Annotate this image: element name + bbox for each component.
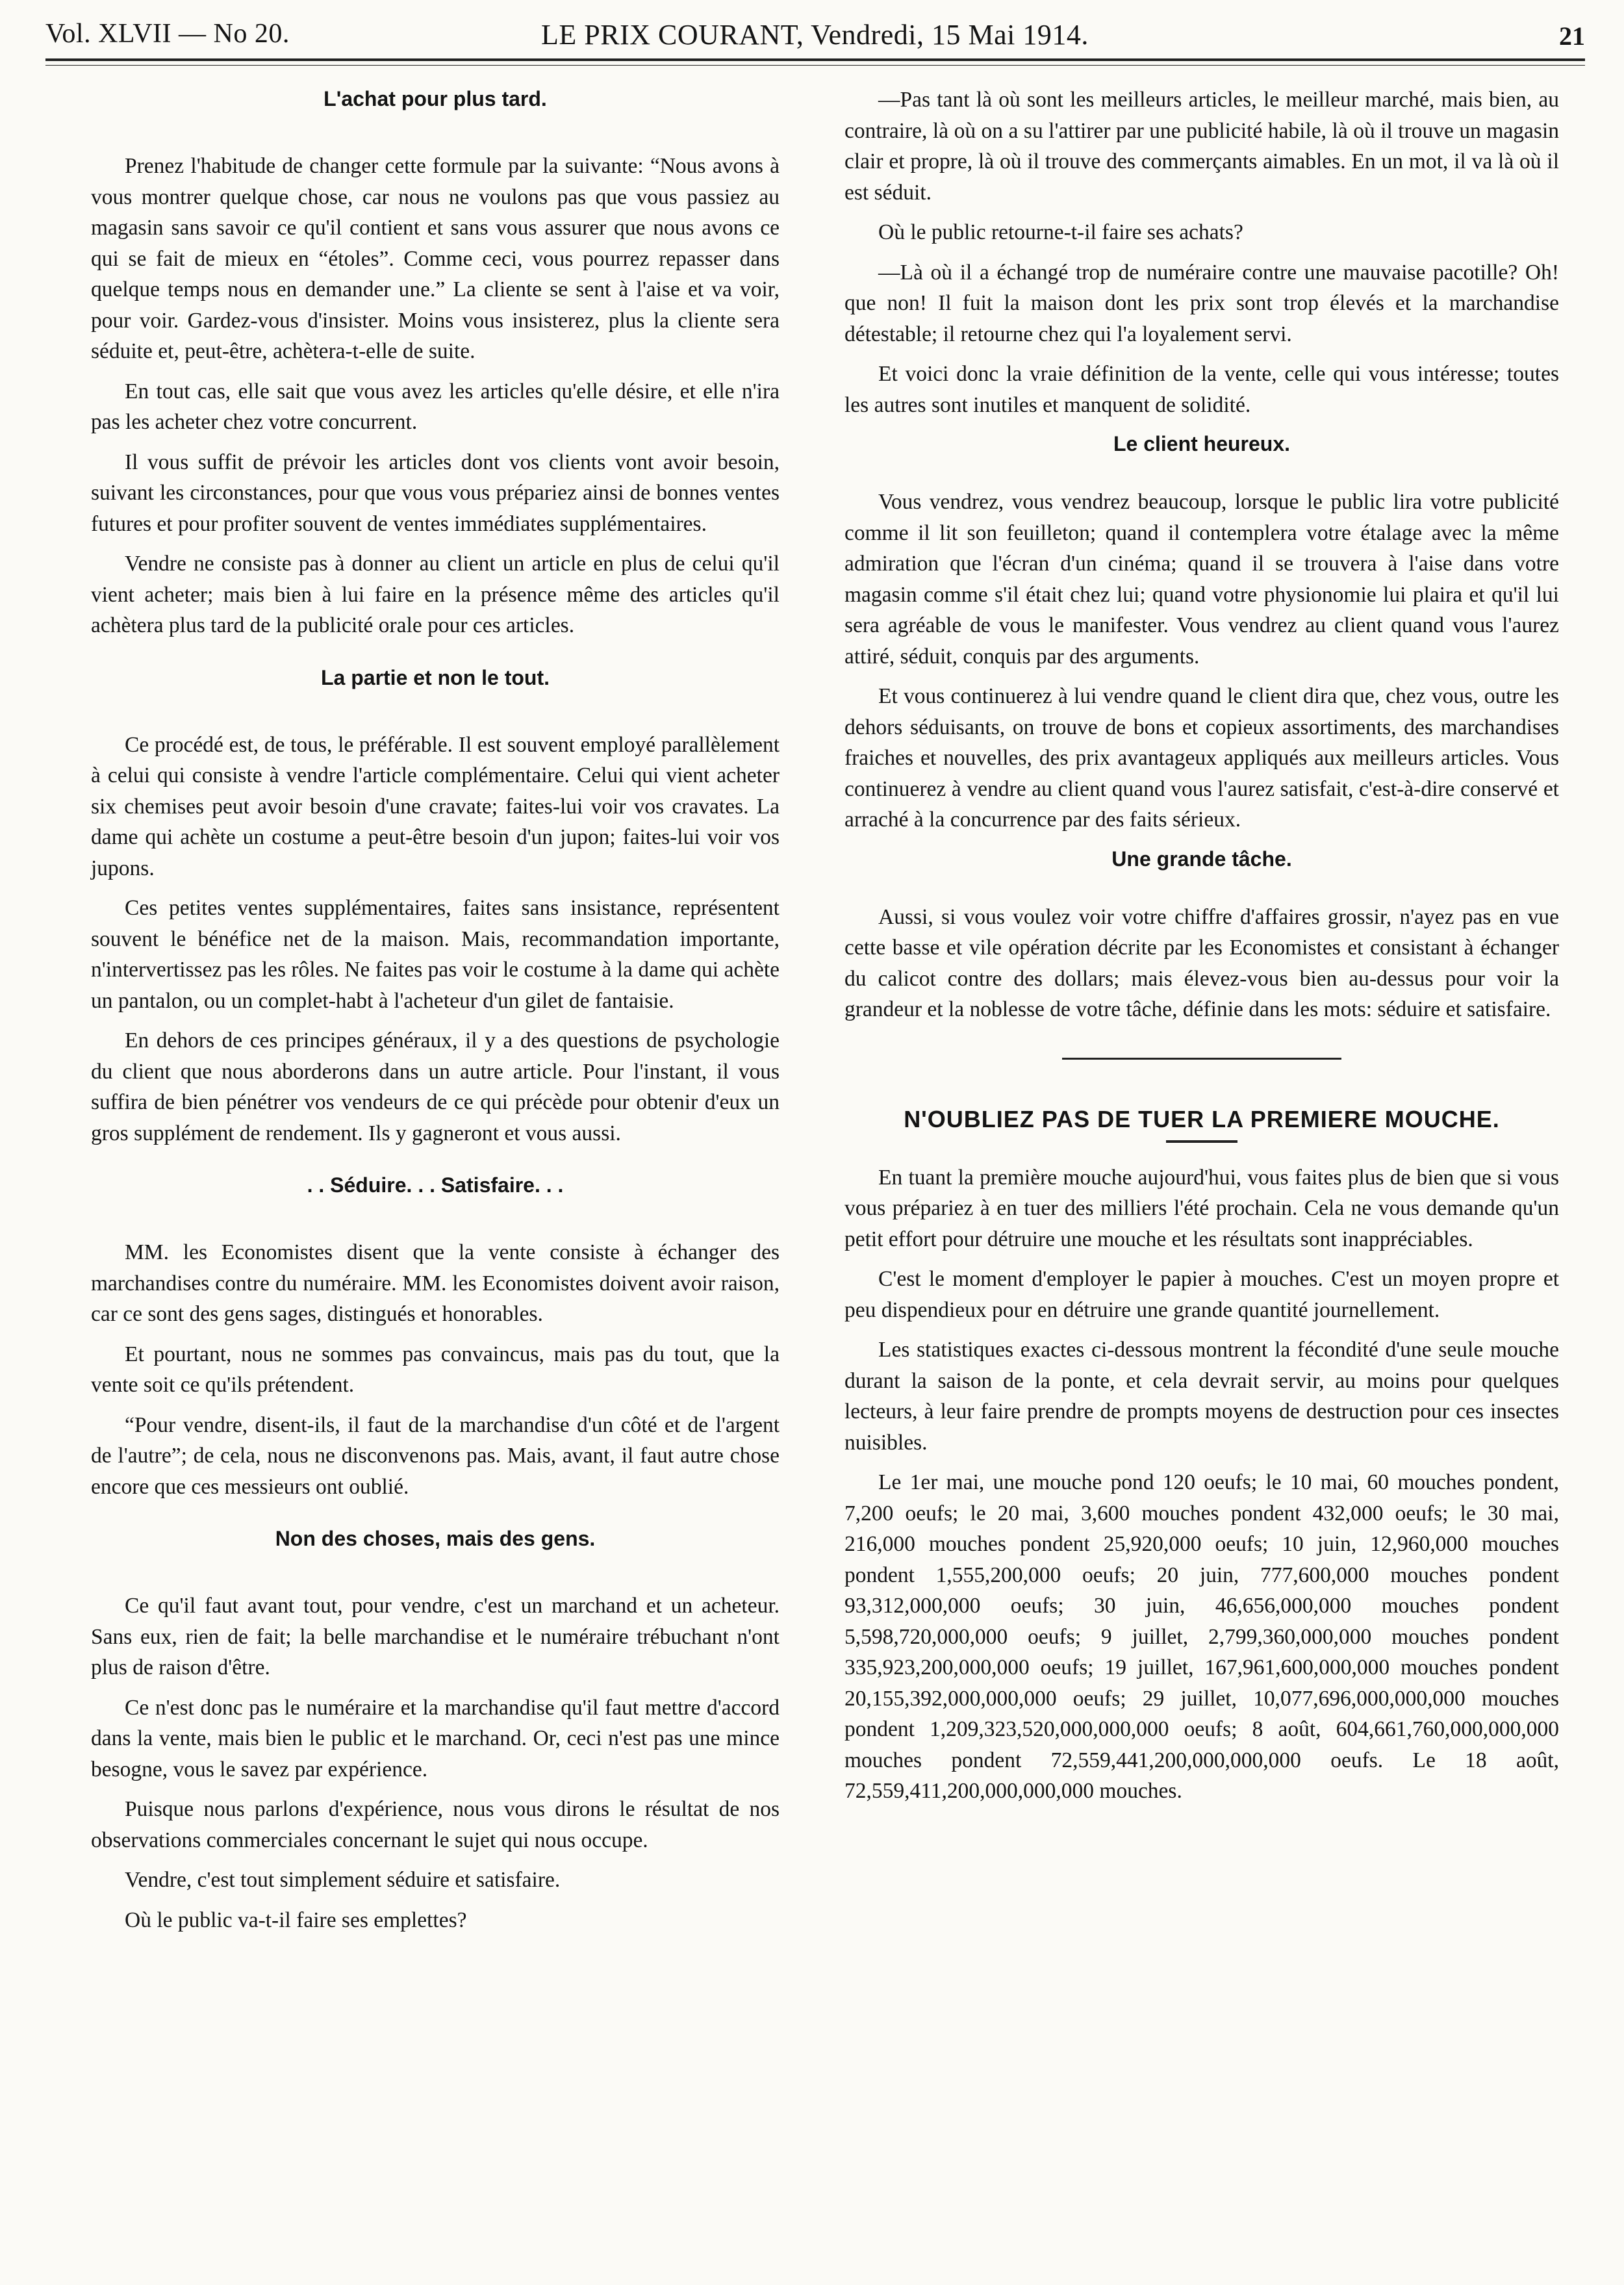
section-heading-tache: Une grande tâche. [1111, 847, 1292, 871]
paragraph: C'est le moment d'employer le papier à mouches. C'est un moyen propre et peu dispendieux pour en détruire une grande quantité journellement. [844, 1267, 1559, 1322]
paragraph: Prenez l'habitude de changer cette formule par la suivante: “Nous avons à vous montrer quelque chose, car nous ne voulons pas que vous passiez au magasin sans savoir ce qu'il contient et sans vous assurer que nous avons ce qui se fait de mieux en “étoles”. Comme ceci, vous pourrez repasser dans quelque temps nous en demander une.” La cliente se sent à l'aise et va voir, pour voir. Gardez-vous d'insister. Moins vous insisterez, plus la cliente sera séduite et, peut-être, achètera-t-elle de suite. [91, 154, 780, 363]
paragraph: Ce procédé est, de tous, le préférable. Il est souvent employé parallèlement à celui qui consiste à vendre l'article complémentaire. Celui qui vient acheter six chemises peut avoir besoin d'une cravate; faites-lui voir vos cravates. La dame qui achète un costume a peut-être besoin d'un jupon; faites-lui voir vos jupons. [91, 732, 780, 880]
section-heading-client: Le client heureux. [1113, 432, 1291, 455]
paragraph: En tout cas, elle sait que vous avez les articles qu'elle désire, et elle n'ira pas les acheter chez votre concurrent. [91, 379, 780, 434]
paragraph: “Pour vendre, disent-ils, il faut de la marchandise d'un côté et de l'argent de l'autre”; de cela, nous ne disconvenons pas. Mais, avant, il faut autre chose encore que ces messieurs ont oublié. [91, 1412, 780, 1499]
paragraph: Les statistiques exactes ci-dessous montrent la fécondité d'une seule mouche durant la saison de la ponte, et cela devrait servir, au moins pour quelques lecteurs, à leur faire prendre de prompts moyens de destruction pour ces insectes nuisibles. [844, 1338, 1559, 1455]
paragraph: Ce qu'il faut avant tout, pour vendre, c'est un marchand et un acheteur. Sans eux, rien de fait; la belle marchandise et le numéraire trébuchant n'ont plus de raison d'être. [91, 1594, 780, 1679]
paragraph: Il vous suffit de prévoir les articles dont vos clients vont avoir besoin, suivant les circonstances, pour que vous vous prépariez ainsi de bonnes ventes futures et pour profiter souvent de ventes immédiates supplémentaires. [91, 450, 780, 536]
paragraph: Ce n'est donc pas le numéraire et la marchandise qu'il faut mettre d'accord dans la vente, mais bien le public et le marchand. Or, ceci n'est pas une mince besogne, vous le savez par expérience. [91, 1695, 780, 1781]
paragraph: Et pourtant, nous ne sommes pas convaincus, mais pas du tout, que la vente soit ce qu'ils prétendent. [91, 1342, 780, 1397]
paragraph: Où le public va-t-il faire ses emplettes? [125, 1908, 467, 1932]
page-number: 21 [1559, 21, 1585, 51]
paragraph: Le 1er mai, une mouche pond 120 oeufs; le 10 mai, 60 mouches pondent, 7,200 oeufs; le 20 mai, 3,600 mouches pondent 432,000 oeufs; le 30 mai, 216,000 mouches pondent 25,920,000 oeufs; 10 juin, 12,960,000 mouches pondent 1,555,200,000 oeufs; 20 juin, 777,600,000 mouches pondent 93,312,000,000 oeufs; 30 juin, 46,656,000,000 mouches pondent 5,598,720,000,000 oeufs; 9 juillet, 2,799,360,000,000 mouches pondent 335,923,200,000,000 oeufs; 19 juillet, 167,961,600,000,000 mouches pondent 20,155,392,000,000,000 oeufs; 29 juillet, 10,077,696,000,000,000 mouches pondent 1,209,323,520,000,000,000 oeufs; 8 août, 604,661,760,000,000,000 mouches pondent 72,559,441,200,000,000,000 oeufs. Le 18 août, 72,559,411,200,000,000,000 mouches. [844, 1470, 1559, 1803]
section-heading-seduire: . . Séduire. . . Satisfaire. . . [307, 1173, 564, 1197]
article-separator [1062, 1058, 1341, 1060]
paragraph: Où le public retourne-t-il faire ses achats? [878, 220, 1243, 244]
paragraph: Vendre, c'est tout simplement séduire et satisfaire. [125, 1868, 561, 1892]
paragraph: Puisque nous parlons d'expérience, nous vous dirons le résultat de nos observations commerciales concernant le sujet qui nous occupe. [91, 1797, 780, 1852]
paragraph: MM. les Economistes disent que la vente consiste à échanger des marchandises contre du numéraire. MM. les Economistes doivent avoir raison, car ce sont des gens sages, distingués et honorables. [91, 1240, 780, 1326]
article-heading-mouche: N'OUBLIEZ PAS DE TUER LA PREMIERE MOUCHE. [904, 1105, 1500, 1132]
right-column [844, 84, 1559, 1816]
paragraph: Vous vendrez, vous vendrez beaucoup, lorsque le public lira votre publicité comme il lit son feuilleton; quand il contemplera votre étalage avec la même admiration que l'écran d'un cinéma; quand il se trouvera à l'aise dans votre magasin comme s'il était chez lui; quand votre physionomie lui plaira et qu'il lui sera agréable de vous le manifester. Vous vendrez au client quand vous l'aurez attiré, séduit, conquis par des arguments. [844, 490, 1559, 669]
paragraph: En dehors de ces principes généraux, il y a des questions de psychologie du client que nous aborderons dans un autre article. Pour l'instant, il vous suffira de bien pénétrer vos vendeurs de ce qui précède pour obtenir d'eux un gros supplément de rendement. Ils y gagneront et vous aussi. [91, 1028, 780, 1145]
paragraph: Aussi, si vous voulez voir votre chiffre d'affaires grossir, n'ayez pas en vue cette basse et vile opération décrite par les Economistes et consistant à échanger du calicot contre des dollars; mais élevez-vous bien au-dessus pour voir la grandeur et la noblesse de votre tâche, définie dans les mots: séduire et satisfaire. [844, 904, 1559, 1021]
paragraph: —Pas tant là où sont les meilleurs articles, le meilleur marché, mais bien, au contraire, là où on a su l'attirer par une publicité habile, là où il trouve un magasin clair et propre, là où il trouve des commerçants aimables. En un mot, il va là où il est séduit. [844, 88, 1559, 205]
paragraph: Vendre ne consiste pas à donner au client un article en plus de celui qu'il vient acheter; mais bien à lui faire en la présence même des articles qu'il achètera plus tard de la publicité orale pour ces articles. [91, 552, 780, 637]
newspaper-title: LE PRIX COURANT, Vendredi, 15 Mai 1914. [541, 19, 1089, 51]
masthead-rule [45, 58, 1585, 66]
heading-rule [1166, 1140, 1237, 1143]
paragraph: —Là où il a échangé trop de numéraire contre une mauvaise pacotille? Oh! que non! Il fuit la maison dont les prix sont trop élevés et la marchandise détestable; il retourne chez qui l'a loyalement servi. [844, 260, 1559, 346]
masthead [45, 14, 1585, 60]
volume-number: Vol. XLVII — No 20. [45, 19, 290, 49]
left-column [91, 84, 780, 1945]
section-heading-partie: La partie et non le tout. [320, 665, 550, 689]
paragraph: Ces petites ventes supplémentaires, faites sans insistance, représentent souvent le bénéfice net de la maison. Mais, recommandation importante, n'intervertissez pas les rôles. Ne faites pas voir le costume à la dame qui achète un pantalon, ou un complet-habt à l'acheteur d'un gilet de fantaisie. [91, 896, 780, 1013]
paragraph: Et vous continuerez à lui vendre quand le client dira que, chez vous, outre les dehors séduisants, on trouve de bons et copieux assortiments, des marchandises fraiches et nouvelles, des prix avantageux appliqués aux meilleurs articles. Vous continuerez à vendre au client quand vous l'aurez satisfait, c'est-à-dire conservé et arraché à la concurrence par des faits sérieux. [844, 684, 1559, 832]
paragraph: Et voici donc la vraie définition de la vente, celle qui vous intéresse; toutes les autres sont inutiles et manquent de solidité. [844, 362, 1559, 417]
section-heading-achat: L'achat pour plus tard. [324, 87, 547, 110]
paragraph: En tuant la première mouche aujourd'hui, vous faites plus de bien que si vous vous prépariez à en tuer des milliers l'été prochain. Cela ne vous demande qu'un petit effort pour détruire une mouche et les résultats sont inappréciables. [844, 1165, 1559, 1251]
section-heading-gens: Non des choses, mais des gens. [275, 1527, 596, 1550]
